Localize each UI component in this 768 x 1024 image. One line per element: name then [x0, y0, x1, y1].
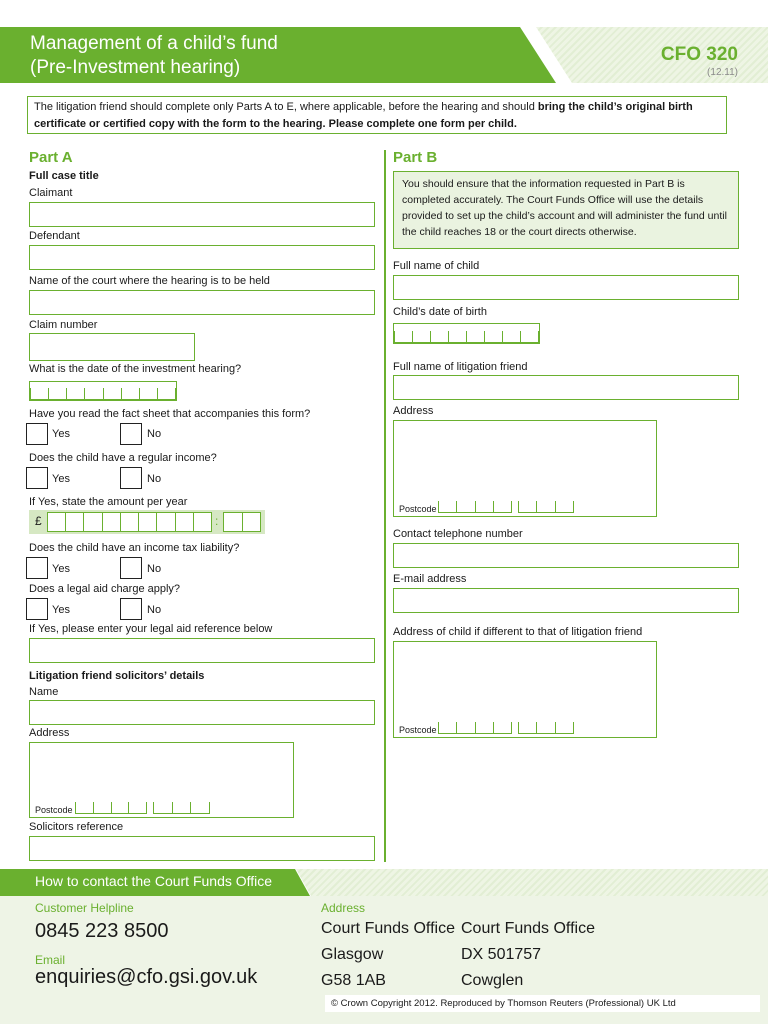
solicitor-postcode-input-1[interactable] — [75, 802, 147, 814]
pound-symbol: £ — [35, 514, 42, 528]
email-label: E-mail address — [393, 573, 467, 585]
telephone-label: Contact telephone number — [393, 528, 523, 540]
child-dob-label: Child’s date of birth — [393, 306, 487, 318]
hearing-date-label: What is the date of the investment hearing? — [29, 363, 242, 375]
form-title-line1: Management of a child’s fund — [30, 33, 278, 54]
fact-sheet-no-checkbox[interactable] — [120, 423, 142, 445]
legal-aid-question: Does a legal aid charge apply? — [29, 583, 181, 595]
amount-label: If Yes, state the amount per year — [29, 496, 188, 508]
regular-income-no-checkbox[interactable] — [120, 467, 142, 489]
regular-income-no-label: No — [147, 473, 162, 485]
solicitor-address-label: Address — [29, 727, 70, 739]
tax-yes-label: Yes — [52, 563, 70, 575]
email-input[interactable] — [393, 588, 739, 613]
child-postcode-input-1[interactable] — [438, 722, 512, 734]
child-address-label: Address of child if different to that of litigation friend — [393, 626, 643, 638]
legal-aid-ref-label: If Yes, please enter your legal aid reference below — [29, 623, 273, 635]
full-case-title-label: Full case title — [29, 170, 99, 182]
address-col2-line2: DX 501757 — [461, 946, 542, 963]
solicitor-name-input[interactable] — [29, 700, 375, 725]
address-col2-line3: Cowglen — [461, 972, 524, 989]
child-postcode-input-2[interactable] — [518, 722, 574, 734]
address-heading: Address — [321, 901, 366, 915]
hearing-date-input[interactable] — [29, 381, 177, 401]
solicitors-ref-label: Solicitors reference — [29, 821, 124, 833]
litigation-friend-name-label: Full name of litigation friend — [393, 361, 528, 373]
court-name-input[interactable] — [29, 290, 375, 315]
claim-number-input[interactable] — [29, 333, 195, 361]
child-postcode-label: Postcode — [399, 725, 437, 735]
solicitors-details-heading: Litigation friend solicitors’ details — [29, 670, 205, 682]
address-col1-line2: Glasgow — [321, 946, 384, 963]
litigation-friend-postcode-input-2[interactable] — [518, 501, 574, 513]
legal-aid-yes-label: Yes — [52, 604, 70, 616]
intro-bold-text: bring the child’s original birth certificate or certified copy with the form to the hearing. Please complete one form per child. — [34, 101, 693, 130]
footer-stripe — [296, 869, 768, 896]
child-dob-input[interactable] — [393, 323, 540, 344]
amount-pounds-input[interactable] — [47, 512, 212, 532]
claimant-label: Claimant — [29, 187, 73, 199]
defendant-input[interactable] — [29, 245, 375, 270]
litigation-friend-postcode-label: Postcode — [399, 504, 437, 514]
tax-liability-question: Does the child have an income tax liability? — [29, 542, 240, 554]
regular-income-yes-label: Yes — [52, 473, 70, 485]
fact-sheet-question: Have you read the fact sheet that accompanies this form? — [29, 408, 311, 420]
part-b-note: You should ensure that the information requested in Part B is completed accurately. The Court Funds Office will use the details provided to set up the child’s account and will administer the fund until the child reaches 18 or the court directs otherwise. — [393, 171, 739, 249]
legal-aid-ref-input[interactable] — [29, 638, 375, 663]
address-col1-line1: Court Funds Office — [321, 920, 455, 937]
litigation-friend-postcode-input-1[interactable] — [438, 501, 512, 513]
helpline-number[interactable]: 0845 223 8500 — [35, 920, 169, 942]
fact-sheet-yes-checkbox[interactable] — [26, 423, 48, 445]
tax-yes-checkbox[interactable] — [26, 557, 48, 579]
footer-title: How to contact the Court Funds Office — [35, 873, 273, 889]
telephone-input[interactable] — [393, 543, 739, 568]
intro-box — [27, 96, 727, 134]
email-link[interactable]: enquiries@cfo.gsi.gov.uk — [35, 966, 258, 988]
amount-pence-input[interactable] — [223, 512, 261, 532]
child-name-input[interactable] — [393, 275, 739, 300]
regular-income-question: Does the child have a regular income? — [29, 452, 217, 464]
form-title — [30, 32, 278, 80]
part-b-heading: Part B — [393, 149, 438, 166]
solicitor-postcode-input-2[interactable] — [153, 802, 210, 814]
litigation-friend-address-label: Address — [393, 405, 434, 417]
defendant-label: Defendant — [29, 230, 80, 242]
part-a-heading: Part A — [29, 149, 73, 166]
column-divider — [384, 150, 386, 862]
intro-text: The litigation friend should complete only Parts A to E, where applicable, before the hearing and should — [34, 101, 538, 113]
regular-income-yes-checkbox[interactable] — [26, 467, 48, 489]
legal-aid-yes-checkbox[interactable] — [26, 598, 48, 620]
solicitor-name-label: Name — [29, 686, 59, 698]
tax-no-label: No — [147, 563, 162, 575]
legal-aid-no-label: No — [147, 604, 162, 616]
form-code: CFO 320 — [660, 44, 738, 65]
decimal-separator: : — [215, 514, 219, 528]
claimant-input[interactable] — [29, 202, 375, 227]
legal-aid-no-checkbox[interactable] — [120, 598, 142, 620]
court-name-label: Name of the court where the hearing is to be held — [29, 275, 270, 287]
fact-sheet-no-label: No — [147, 428, 162, 440]
address-col1-line3: G58 1AB — [321, 972, 386, 989]
tax-no-checkbox[interactable] — [120, 557, 142, 579]
litigation-friend-name-input[interactable] — [393, 375, 739, 400]
fact-sheet-yes-label: Yes — [52, 428, 70, 440]
child-name-label: Full name of child — [393, 260, 480, 272]
form-title-line2: (Pre-Investment hearing) — [30, 57, 241, 78]
copyright-notice: © Crown Copyright 2012. Reproduced by Thomson Reuters (Professional) UK Ltd — [325, 995, 760, 1012]
helpline-label: Customer Helpline — [35, 901, 134, 915]
solicitor-postcode-label: Postcode — [35, 805, 73, 815]
claim-number-label: Claim number — [29, 319, 98, 331]
address-col2-line1: Court Funds Office — [461, 920, 595, 937]
email-heading: Email — [35, 953, 66, 967]
solicitors-ref-input[interactable] — [29, 836, 375, 861]
form-date: (12.11) — [707, 67, 738, 78]
